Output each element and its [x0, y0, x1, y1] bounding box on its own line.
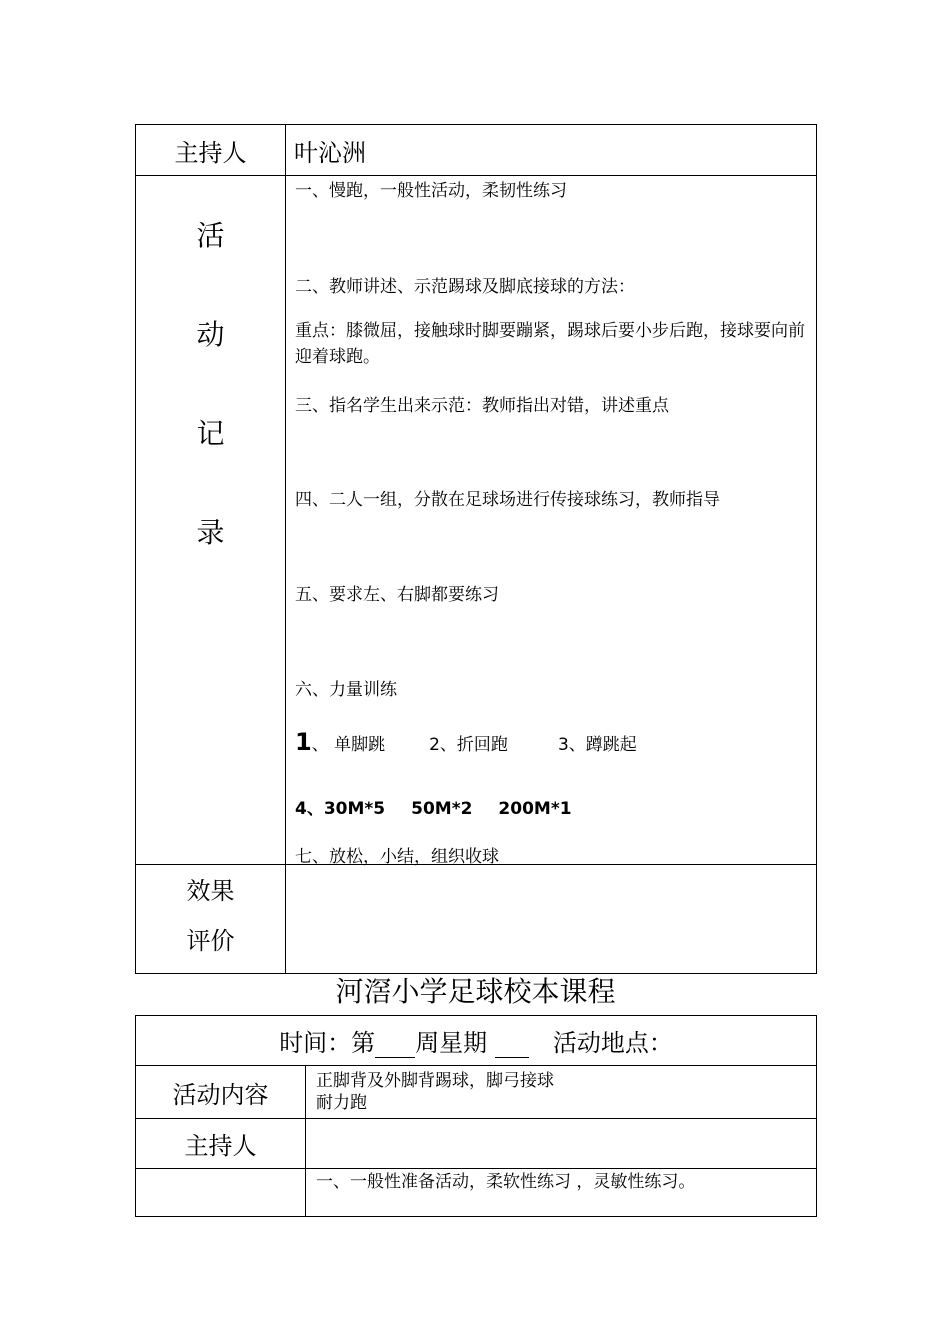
- record-label-char: 记: [196, 417, 225, 450]
- training-item: 2、折回跑: [429, 735, 508, 755]
- record-line: 七、放松，小结，组织收球: [295, 847, 499, 867]
- time-place-row: [136, 1016, 817, 1066]
- host-label: 主持人: [136, 125, 286, 176]
- record-line: 重点：膝微屈，接触球时脚要蹦紧，踢球后要小步后跑，接球要向前迎着球跑。: [295, 321, 805, 367]
- record-content-cell: [286, 176, 817, 865]
- training-item-number: 1: [295, 728, 312, 756]
- content-value: [306, 1066, 817, 1119]
- activity-record-table: [135, 124, 817, 974]
- record-line: 二、教师讲述、示范踢球及脚底接球的方法：: [295, 277, 635, 297]
- record-label-cell-2: [136, 1169, 306, 1217]
- time-label: 时间：第: [279, 1029, 376, 1057]
- record-line: 四、二人一组，分散在足球场进行传接球练习，教师指导: [295, 490, 720, 510]
- training-item: 3、蹲跳起: [557, 735, 637, 755]
- record-label-char: 录: [196, 516, 225, 549]
- record-label-char: 活: [196, 219, 225, 252]
- evaluation-label: 评价: [186, 927, 235, 955]
- record-label-char: 动: [196, 318, 225, 351]
- course-table: [135, 1015, 817, 1217]
- content-line: 正脚背及外脚背踢球，脚弓接球: [316, 1071, 554, 1091]
- evaluation-content: [286, 865, 817, 974]
- content-label: 活动内容: [136, 1066, 306, 1119]
- place-label: 活动地点：: [552, 1029, 673, 1057]
- record-line: 六、力量训练: [295, 680, 397, 700]
- distance-item: 50M*2: [411, 799, 473, 819]
- record-line: 一、慢跑，一般性活动，柔韧性练习: [295, 181, 567, 201]
- week-day-label: 周星期: [415, 1029, 488, 1057]
- training-items-line: [295, 728, 637, 756]
- host-value: 叶沁洲: [286, 125, 817, 176]
- record-line-2: 一、一般性准备活动，柔软性练习 ，灵敏性练习。: [306, 1169, 817, 1217]
- record-line: 三、指名学生出来示范：教师指出对错，讲述重点: [295, 396, 669, 416]
- distance-item: 4、30M*5: [295, 799, 386, 819]
- course-title: 河滘小学足球校本课程: [335, 975, 616, 1008]
- content-line: 耐力跑: [316, 1093, 367, 1113]
- distance-line: [295, 794, 572, 819]
- distance-item: 200M*1: [498, 799, 572, 819]
- weekday-blank: [495, 1029, 529, 1058]
- record-label-cell: [136, 176, 286, 865]
- host-value-2: [306, 1119, 817, 1169]
- record-line: 五、要求左、右脚都要练习: [295, 585, 499, 605]
- training-item: 、 单脚跳: [311, 735, 386, 755]
- evaluation-label-cell: [136, 865, 286, 974]
- week-number-blank: [375, 1029, 415, 1058]
- evaluation-label: 效果: [186, 877, 235, 905]
- host-label-2: 主持人: [136, 1119, 306, 1169]
